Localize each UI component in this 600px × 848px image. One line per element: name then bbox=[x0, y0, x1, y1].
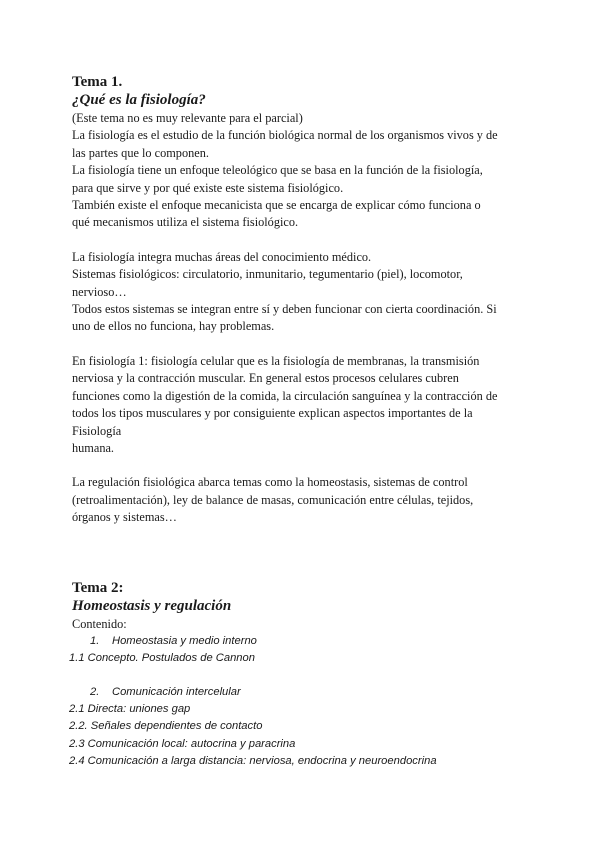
tema2-subtitle: Homeostasis y regulación bbox=[72, 597, 232, 614]
tema1-p7-line6: humana. bbox=[72, 440, 115, 455]
spacer bbox=[72, 336, 532, 353]
tema1-p1-line1: La fisiología es el estudio de la función biológica normal de los organismos vivos y de bbox=[72, 128, 498, 143]
tema1-p7-line2: nerviosa y la contracción muscular. En general estos procesos celulares cubren bbox=[72, 371, 459, 386]
tema1-p8-line3: órganos y sistemas… bbox=[72, 510, 177, 525]
tema1-p7-line3: funciones como la digestión de la comida, la circulación sanguínea y la contracción de bbox=[72, 388, 498, 403]
tema1-p6-line1: Todos estos sistemas se integran entre sí y deben funcionar con cierta coordinación. Si bbox=[72, 302, 497, 317]
tema1-p8-line1: La regulación fisiológica abarca temas como la homeostasis, sistemas de control bbox=[72, 475, 468, 490]
tema1-title: Tema 1. bbox=[72, 74, 123, 90]
tema1-p7-line4: todos los tipos musculares y por consiguiente explican aspectos importantes de la bbox=[72, 406, 473, 421]
spacer bbox=[72, 232, 532, 249]
spacer bbox=[72, 457, 532, 474]
list-number: 1. bbox=[90, 634, 100, 647]
tema1-p4: La fisiología integra muchas áreas del conocimiento médico. bbox=[72, 249, 372, 264]
tema1-p3-line2: qué mecanismos utiliza el sistema fisiológico. bbox=[72, 215, 299, 230]
tema2-title: Tema 2: bbox=[72, 579, 124, 596]
tema1-subtitle: ¿Qué es la fisiología? bbox=[72, 92, 206, 108]
tema1-p1-line2: las partes que lo componen. bbox=[72, 145, 209, 160]
tema2-subitem-2-1: 2.1 Directa: uniones gap bbox=[69, 703, 191, 716]
spacer bbox=[72, 667, 532, 684]
tema1-p2-line2: para que sirve y por qué existe este sistema fisiológico. bbox=[72, 180, 344, 195]
tema1-p5-line2: nervioso… bbox=[72, 284, 127, 299]
document-content bbox=[69, 73, 532, 770]
tema1-p6-line2: uno de ellos no funciona, hay problemas. bbox=[72, 319, 275, 334]
list-item-label: Comunicación intercelular bbox=[112, 685, 241, 698]
tema1-p5-line1: Sistemas fisiológicos: circulatorio, inmunitario, tegumentario (piel), locomotor, bbox=[72, 267, 463, 282]
tema2-list-item-1 bbox=[72, 633, 532, 650]
tema2-subitem-2-4: 2.4 Comunicación a larga distancia: nerviosa, endocrina y neuroendocrina bbox=[69, 754, 437, 767]
tema2-subitem-2-3: 2.3 Comunicación local: autocrina y paracrina bbox=[69, 737, 296, 750]
list-number: 2. bbox=[90, 685, 100, 698]
section-spacer bbox=[72, 527, 532, 579]
tema1-note: (Este tema no es muy relevante para el parcial) bbox=[72, 111, 303, 125]
tema1-p7-line1: En fisiología 1: fisiología celular que es la fisiología de membranas, la transmisión bbox=[72, 353, 480, 368]
tema1-p2-line1: La fisiología tiene un enfoque teleológico que se basa en la función de la fisiología, bbox=[72, 163, 483, 178]
tema2-list-item-2 bbox=[72, 684, 532, 701]
tema2-subitem-1-1: 1.1 Concepto. Postulados de Cannon bbox=[69, 651, 255, 664]
tema2-contenido-label: Contenido: bbox=[72, 616, 127, 631]
tema2-subitem-2-2: 2.2. Señales dependientes de contacto bbox=[69, 720, 263, 733]
tema1-p3-line1: También existe el enfoque mecanicista que se encarga de explicar cómo funciona o bbox=[72, 198, 481, 213]
list-item-label: Homeostasia y medio interno bbox=[112, 634, 257, 647]
tema1-p8-line2: (retroalimentación), ley de balance de masas, comunicación entre células, tejidos, bbox=[72, 492, 474, 507]
tema1-p7-line5: Fisiología bbox=[72, 423, 122, 438]
